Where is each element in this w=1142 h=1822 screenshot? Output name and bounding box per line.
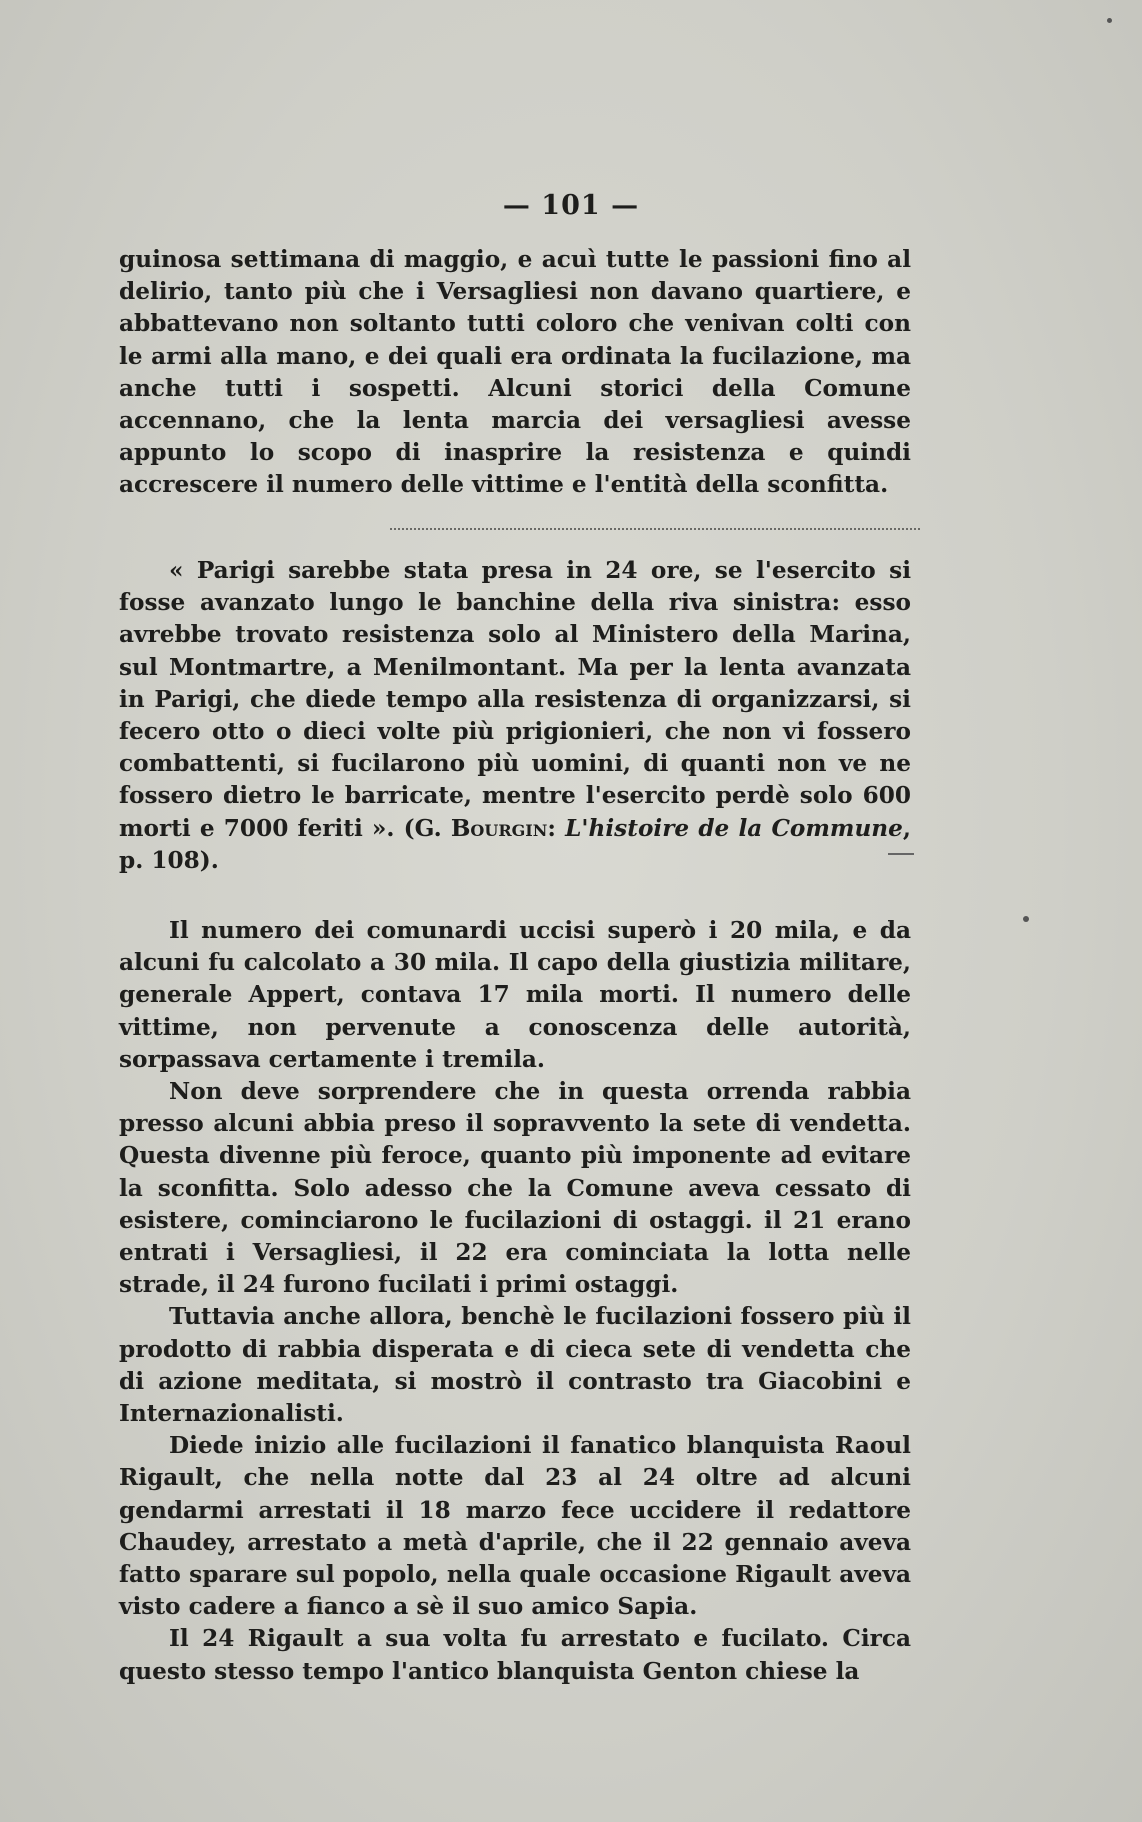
stray-mark bbox=[888, 853, 914, 855]
quotation-page-ref: , p. 108). bbox=[119, 814, 911, 874]
quotation-work-title: L'histoire de la Commune bbox=[565, 814, 903, 842]
page-speck bbox=[1023, 916, 1029, 922]
page-speck bbox=[1107, 18, 1112, 23]
paragraph: Il 24 Rigault a sua volta fu arrestato e fucilato. Circa questo stesso tempo l'antico blanquista Genton chiese la bbox=[119, 1625, 911, 1685]
quotation-author: Bourgin bbox=[450, 814, 548, 842]
paragraph: Non deve sorprendere che in questa orrenda rabbia presso alcuni abbia preso il sopravvento la sete di vendetta. Questa divenne più feroce, quanto più imponente ad evitare la sconfitta. Solo adesso che la Comune aveva cessato di esistere, cominciarono le fucilazioni di ostaggi. il 21 erano entrati i Versagliesi, il 22 era cominciata la lotta nelle strade, il 24 furono fucilati i primi ostaggi. bbox=[119, 1078, 911, 1299]
quotation-separator: : bbox=[547, 814, 566, 842]
quotation-block bbox=[119, 555, 911, 877]
body-paragraphs-block bbox=[119, 915, 911, 1688]
paragraph: Il numero dei comunardi uccisi superò i 20 mila, e da alcuni fu calcolato a 30 mila. Il capo della giustizia militare, generale Appert, contava 17 mila morti. Il numero delle vittime, non pervenute a conoscenza delle autorità, sorpassava certamente i tremila. bbox=[119, 917, 911, 1073]
quotation-text: « Parigi sarebbe stata presa in 24 ore, se l'esercito si fosse avanzato lungo le banchine della riva sinistra: esso avrebbe trovato resistenza solo al Ministero della Marina, sul Montmartre, a Menilmontant. Ma per la lenta avanzata in Parigi, che diede tempo alla resistenza di organizzarsi, si fecero otto o dieci volte più prigionieri, che non vi fossero combattenti, si fucilarono più uomini, di quanti non ve ne fossero dietro le barricate, mentre l'esercito perdè solo 600 morti e 7000 feriti ». (G. bbox=[119, 557, 911, 842]
paragraph-continuation: guinosa settimana di maggio, e acuì tutte le passioni fino al delirio, tanto più che i Versagliesi non davano quartiere, e abbattevano non soltanto tutti coloro che venivan colti con le armi alla mano, e dei quali era ordinata la fucilazione, ma anche tutti i sospetti. Alcuni storici della Comune accennano, che la lenta marcia dei versagliesi avesse appunto lo scopo di inasprire la resistenza e quindi accrescere il numero delle vittime e l'entità della sconfitta. bbox=[119, 246, 911, 499]
quotation bbox=[119, 555, 911, 877]
section-separator bbox=[390, 528, 920, 532]
paragraph: Diede inizio alle fucilazioni il fanatico blanquista Raoul Rigault, che nella notte dal 23 al 24 oltre ad alcuni gendarmi arrestati il 18 marzo fece uccidere il redattore Chaudey, arrestato a metà d'aprile, che il 22 gennaio aveva fatto sparare sul popolo, nella quale occasione Rigault aveva visto cadere a fianco a sè il suo amico Sapia. bbox=[119, 1432, 911, 1621]
page-number: — 101 — bbox=[502, 190, 640, 221]
opening-paragraph-block bbox=[119, 244, 911, 502]
paragraph: Tuttavia anche allora, benchè le fucilazioni fossero più il prodotto di rabbia disperata e di cieca sete di vendetta che di azione meditata, si mostrò il contrasto tra Giacobini e Internazionalisti. bbox=[119, 1303, 911, 1428]
